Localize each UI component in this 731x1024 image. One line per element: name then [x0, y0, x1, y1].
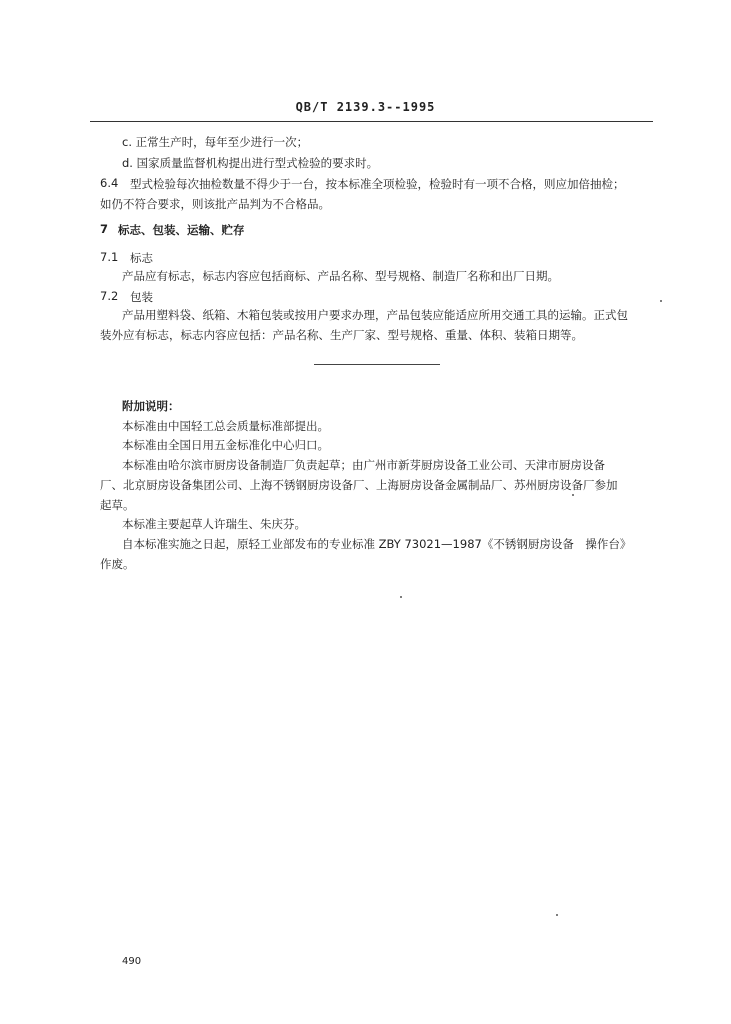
clause-6-4-number: 6.4 [100, 176, 119, 190]
end-of-standard-rule [314, 364, 440, 365]
standard-code-header: QB/T 2139.3--1995 [295, 100, 436, 114]
header-rule [90, 121, 653, 122]
section-7-2-line1: 产品用塑料袋、纸箱、木箱包装或按用户要求办理，产品包装应能适应所用交通工具的运输。正式包 [122, 308, 628, 322]
section-7-1-text: 产品应有标志，标志内容应包括商标、产品名称、型号规格、制造厂名称和出厂日期。 [122, 269, 559, 283]
additional-notes-line1: 本标准由中国轻工总会质量标准部提出。 [122, 419, 329, 433]
section-7-1-title: 标志 [130, 251, 153, 265]
section-7-2-number: 7.2 [100, 289, 119, 303]
additional-notes-line3b: 厂、北京厨房设备集团公司、上海不锈钢厨房设备厂、上海厨房设备金属制品厂、苏州厨房设备厂参加 [100, 478, 618, 492]
clause-6-4-line1: 型式检验每次抽检数量不得少于一台，按本标准全项检验，检验时有一项不合格，则应加倍抽检； [130, 177, 625, 191]
section-7-title: 标志、包装、运输、贮存 [118, 223, 245, 237]
section-7-2-title: 包装 [130, 290, 153, 304]
clause-6-3-item-d: d. 国家质量监督机构提出进行型式检验的要求时。 [122, 156, 379, 170]
clause-6-3-item-c: c. 正常生产时，每年至少进行一次； [122, 135, 309, 149]
scan-speck [556, 914, 558, 916]
additional-notes-line5b: 作废。 [100, 557, 135, 571]
additional-notes-line5a: 自本标准实施之日起，原轻工业部发布的专业标准 ZBY 73021—1987《不锈钢厨房设备 操作台》 [122, 537, 632, 551]
additional-notes-line2: 本标准由全国日用五金标准化中心归口。 [122, 438, 329, 452]
scan-speck [572, 494, 574, 496]
section-7-1-number: 7.1 [100, 250, 119, 264]
scan-speck [400, 596, 402, 598]
additional-notes-heading: 附加说明： [122, 399, 180, 413]
additional-notes-line3c: 起草。 [100, 498, 135, 512]
clause-6-4-line2: 如仍不符合要求，则该批产品判为不合格品。 [100, 197, 330, 211]
section-7-2-line2: 装外应有标志，标志内容应包括：产品名称、生产厂家、型号规格、重量、体积、装箱日期等。 [100, 328, 583, 342]
additional-notes-line3a: 本标准由哈尔滨市厨房设备制造厂负责起草；由广州市新芽厨房设备工业公司、天津市厨房设备 [122, 458, 605, 472]
page-number: 490 [122, 956, 142, 967]
scan-speck [660, 300, 662, 302]
section-7-number: 7 [100, 222, 109, 236]
additional-notes-line4: 本标准主要起草人许瑞生、朱庆芬。 [122, 517, 306, 531]
